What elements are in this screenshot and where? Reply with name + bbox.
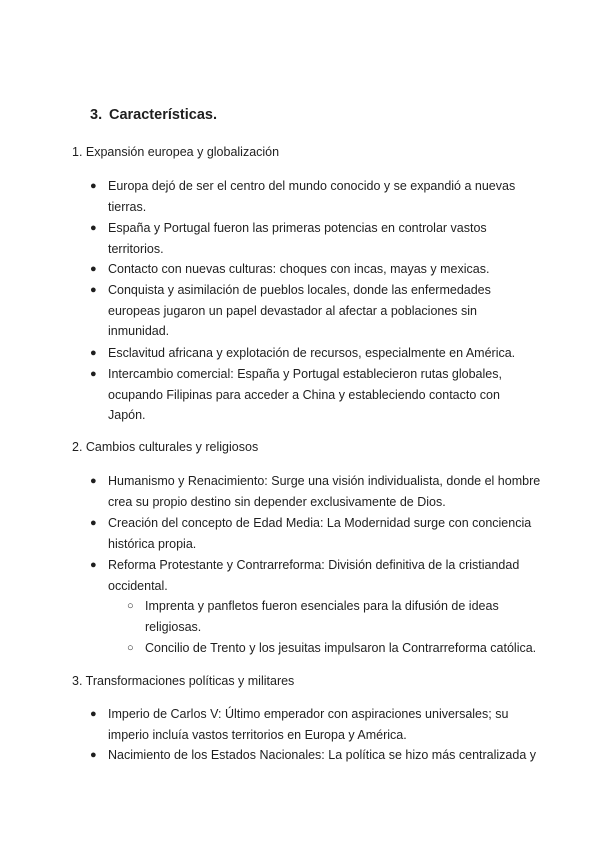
list-item-text: Contacto con nuevas culturas: choques con incas, mayas y mexicas. — [108, 262, 490, 276]
list-item-text: imperio incluía vastos territorios en Europa y América. — [108, 727, 407, 742]
list-item-text: Creación del concepto de Edad Media: La Modernidad surge con conciencia — [108, 516, 532, 530]
list-item-text: Europa dejó de ser el centro del mundo conocido y se expandió a nuevas — [108, 179, 516, 193]
list-item-text: España y Portugal fueron las primeras potencias en controlar vastos — [108, 221, 487, 235]
list-item — [90, 745, 536, 766]
list-item-text: Esclavitud africana y explotación de recursos, especialmente en América. — [108, 346, 516, 360]
list-item — [90, 176, 520, 217]
list-item-text: Concilio de Trento y los jesuitas impulsaron la Contrarreforma católica. — [145, 641, 537, 655]
bullet-icon: ● — [90, 749, 97, 761]
list-item-text: ocupando Filipinas para acceder a China y estableciendo contacto con — [108, 387, 500, 402]
list-item-text: religiosas. — [145, 619, 202, 634]
list-item — [90, 364, 520, 426]
list-item-text: occidental. — [108, 578, 168, 593]
bullet-icon: ● — [90, 263, 97, 275]
list-item-text: crea su propio destino sin depender exclusivamente de Dios. — [108, 494, 446, 509]
list-item-text: histórica propia. — [108, 536, 197, 551]
list-item — [90, 280, 520, 342]
list-item-text: tierras. — [108, 199, 147, 214]
bullet-icon: ● — [90, 347, 97, 359]
section-3-title: 3. Transformaciones políticas y militares — [72, 674, 295, 688]
bullet-icon: ● — [90, 708, 97, 720]
list-item — [90, 343, 520, 364]
list-item — [90, 555, 520, 596]
heading-title: Características. — [109, 107, 218, 123]
section-heading — [90, 107, 217, 123]
section-1-title: 1. Expansión europea y globalización — [72, 145, 280, 159]
list-item-text: europeas jugaron un papel devastador al afectar a poblaciones sin — [108, 303, 478, 318]
list-item-text: Imperio de Carlos V: Último emperador con aspiraciones universales; su — [108, 707, 509, 721]
hollow-bullet-icon: ○ — [127, 600, 134, 612]
hollow-bullet-icon: ○ — [127, 642, 134, 654]
list-item-text: Nacimiento de los Estados Nacionales: La política se hizo más centralizada y — [108, 748, 536, 762]
bullet-icon: ● — [90, 475, 97, 487]
list-item-text: Intercambio comercial: España y Portugal establecieron rutas globales, — [108, 367, 502, 381]
list-item-text: Humanismo y Renacimiento: Surge una visión individualista, donde el hombre — [108, 474, 541, 488]
bullet-icon: ● — [90, 222, 97, 234]
list-item-text: territorios. — [108, 241, 164, 256]
list-item-text: inmunidad. — [108, 324, 170, 339]
sub-list-item — [127, 638, 537, 659]
bullet-icon: ● — [90, 368, 97, 380]
sub-list-item — [127, 596, 527, 637]
list-item-text: Conquista y asimilación de pueblos locales, donde las enfermedades — [108, 283, 491, 297]
list-item — [90, 218, 520, 259]
list-item-text: Imprenta y panfletos fueron esenciales para la difusión de ideas — [145, 599, 499, 613]
list-item — [90, 513, 532, 554]
heading-number: 3. — [90, 107, 103, 123]
bullet-icon: ● — [90, 180, 97, 192]
list-item-text: Japón. — [108, 408, 146, 423]
bullet-icon: ● — [90, 284, 97, 296]
section-2-title: 2. Cambios culturales y religiosos — [72, 440, 259, 454]
list-item — [90, 704, 520, 745]
bullet-icon: ● — [90, 559, 97, 571]
list-item — [90, 259, 520, 280]
bullet-icon: ● — [90, 517, 97, 529]
list-item-text: Reforma Protestante y Contrarreforma: División definitiva de la cristiandad — [108, 558, 520, 572]
list-item — [90, 471, 541, 512]
